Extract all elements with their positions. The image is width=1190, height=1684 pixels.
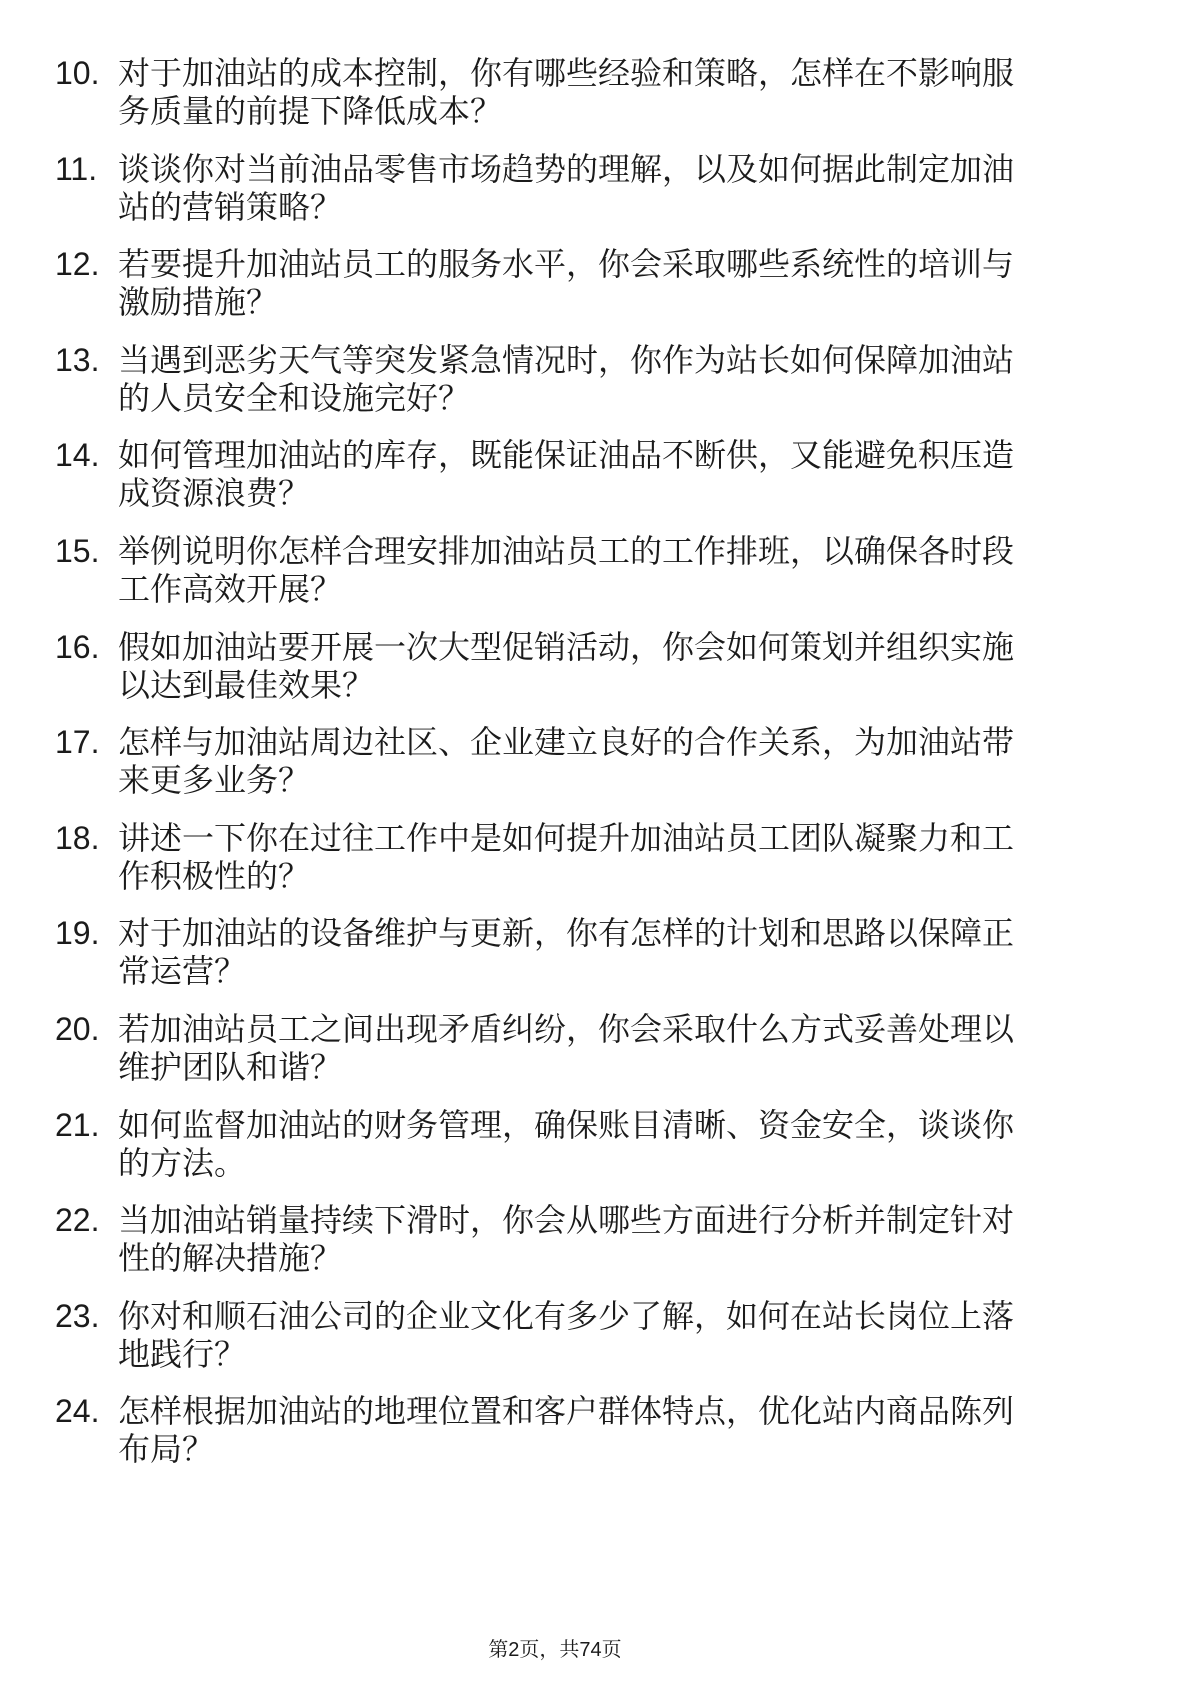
page-number-label: 第2页，共74页	[488, 1639, 622, 1661]
question-line: 维护团队和谐？	[118, 1048, 343, 1085]
question-line: 站的营销策略？	[118, 188, 343, 225]
question-number: 10.	[55, 55, 100, 91]
question-number: 23.	[55, 1297, 100, 1334]
question-number: 14.	[55, 437, 100, 474]
question-line: 的方法。	[118, 1144, 247, 1181]
list-item	[55, 723, 1055, 799]
question-number: 20.	[55, 1010, 100, 1047]
list-item	[55, 1010, 1055, 1086]
question-line: 常运营？	[118, 953, 247, 990]
question-number: 21.	[55, 1106, 100, 1143]
question-line: 怎样根据加油站的地理位置和客户群体特点，优化站内商品陈列	[118, 1393, 1015, 1430]
question-line: 对于加油站的成本控制，你有哪些经验和策略，怎样在不影响服	[118, 55, 1015, 91]
question-number: 12.	[55, 246, 100, 283]
list-item	[55, 150, 1055, 226]
list-item	[55, 54, 1055, 130]
question-text	[118, 723, 1055, 799]
question-line: 你对和顺石油公司的企业文化有多少了解，如何在站长岗位上落	[118, 1297, 1015, 1334]
list-item	[55, 436, 1055, 512]
question-line: 的人员安全和设施完好？	[118, 379, 471, 416]
question-text	[118, 914, 1055, 990]
question-text	[118, 532, 1055, 608]
question-text	[118, 436, 1055, 512]
question-text	[118, 1106, 1055, 1182]
question-text	[118, 819, 1055, 895]
list-item	[55, 1297, 1055, 1373]
page-footer	[0, 1637, 1110, 1663]
question-text	[118, 1392, 1055, 1468]
question-line: 如何管理加油站的库存，既能保证油品不断供，又能避免积压造	[118, 437, 1015, 474]
question-text	[118, 1010, 1055, 1086]
question-text	[118, 341, 1055, 417]
question-number: 11.	[55, 150, 98, 187]
question-line: 讲述一下你在过往工作中是如何提升加油站员工团队凝聚力和工	[118, 819, 1015, 856]
question-text	[118, 628, 1055, 704]
question-line: 激励措施？	[118, 284, 279, 321]
question-line: 当遇到恶劣天气等突发紧急情况时，你作为站长如何保障加油站	[118, 341, 1015, 378]
question-number: 13.	[55, 341, 100, 378]
list-item	[55, 1106, 1055, 1182]
question-line: 假如加油站要开展一次大型促销活动，你会如何策划并组织实施	[118, 628, 1015, 665]
question-line: 来更多业务？	[118, 762, 311, 799]
list-item	[55, 532, 1055, 608]
question-text	[118, 1297, 1055, 1373]
list-item	[55, 1392, 1055, 1468]
question-number: 17.	[55, 724, 100, 761]
list-item	[55, 628, 1055, 704]
list-item	[55, 245, 1055, 321]
question-line: 布局？	[118, 1431, 215, 1468]
list-item	[55, 819, 1055, 895]
question-line: 怎样与加油站周边社区、企业建立良好的合作关系，为加油站带	[118, 724, 1015, 761]
question-line: 地践行？	[118, 1335, 247, 1372]
question-text	[118, 54, 1055, 130]
question-number: 24.	[55, 1393, 100, 1430]
question-line: 谈谈你对当前油品零售市场趋势的理解，以及如何据此制定加油	[118, 150, 1015, 187]
question-number: 18.	[55, 819, 100, 856]
question-number: 19.	[55, 915, 100, 952]
question-text	[118, 245, 1055, 321]
question-line: 当加油站销量持续下滑时，你会从哪些方面进行分析并制定针对	[118, 1202, 1015, 1239]
question-line: 若加油站员工之间出现矛盾纠纷，你会采取什么方式妥善处理以	[118, 1010, 1015, 1047]
list-item	[55, 341, 1055, 417]
question-line: 若要提升加油站员工的服务水平，你会采取哪些系统性的培训与	[118, 246, 1015, 283]
question-line: 成资源浪费？	[118, 475, 311, 512]
question-text	[118, 150, 1055, 226]
question-line: 性的解决措施？	[118, 1240, 343, 1277]
question-line: 务质量的前提下降低成本？	[118, 93, 503, 129]
list-item	[55, 914, 1055, 990]
question-line: 举例说明你怎样合理安排加油站员工的工作排班，以确保各时段	[118, 532, 1015, 569]
question-line: 作积极性的？	[118, 857, 311, 894]
question-line: 工作高效开展？	[118, 570, 343, 607]
question-line: 如何监督加油站的财务管理，确保账目清晰、资金安全，谈谈你	[118, 1106, 1015, 1143]
question-text	[118, 1201, 1055, 1277]
list-item	[55, 1201, 1055, 1277]
question-line: 以达到最佳效果？	[118, 666, 375, 703]
question-number: 16.	[55, 628, 100, 665]
question-list	[55, 54, 1055, 1488]
question-number: 15.	[55, 532, 100, 569]
question-line: 对于加油站的设备维护与更新，你有怎样的计划和思路以保障正	[118, 915, 1015, 952]
question-number: 22.	[55, 1202, 100, 1239]
